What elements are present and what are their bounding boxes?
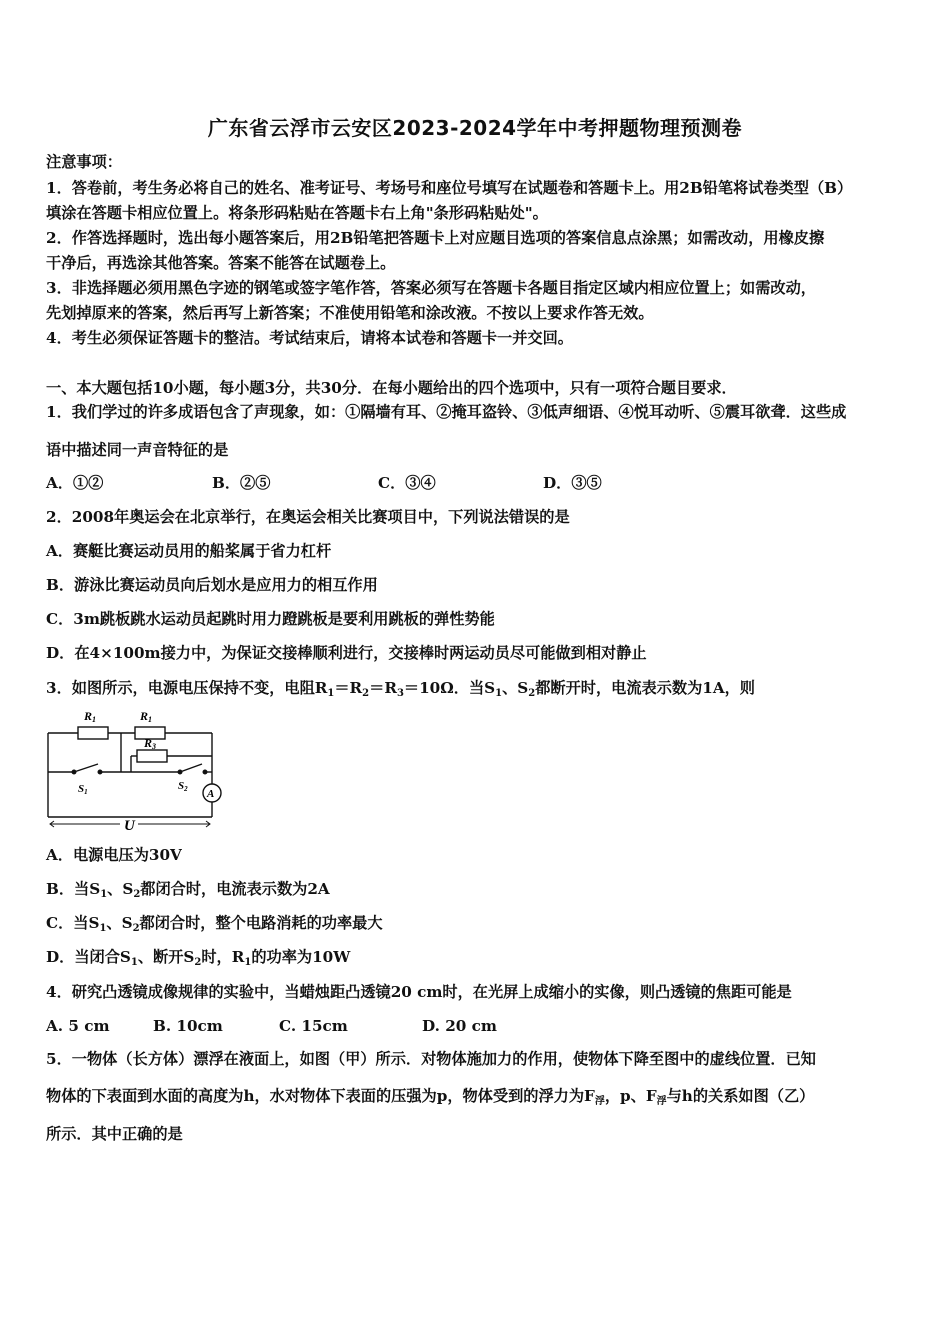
notice-line: 填涂在答题卡相应位置上。将条形码粘贴在答题卡右上角"条形码粘贴处"。 bbox=[46, 204, 548, 222]
question-3-option-b: B．当$S_1$、$S_2$都闭合时，电流表示数为2A bbox=[46, 880, 330, 900]
r3-label: R bbox=[144, 736, 153, 750]
svg-text:S2: S2 bbox=[178, 780, 188, 793]
s1-label: S bbox=[78, 783, 85, 795]
page-title: 广东省云浮市云安区2023-2024学年中考押题物理预测卷 bbox=[207, 116, 743, 140]
ammeter-label: A bbox=[207, 788, 215, 800]
question-2-option-a: A．赛艇比赛运动员用的船桨属于省力杠杆 bbox=[46, 542, 332, 560]
question-1-option-b: B．②⑤ bbox=[212, 474, 271, 492]
question-5-stem: 所示．其中正确的是 bbox=[46, 1125, 183, 1143]
question-5-stem: 物体的下表面到水面的高度为h，水对物体下表面的压强为p，物体受到的浮力为$F_浮$，p、$F_浮$与h的关系如图（乙） bbox=[46, 1087, 815, 1107]
question-4-option-c: C. 15cm bbox=[279, 1017, 348, 1035]
r1-label: R bbox=[84, 709, 93, 723]
question-2-stem: 2．2008年奥运会在北京举行，在奥运会相关比赛项目中，下列说法错误的是 bbox=[46, 508, 570, 526]
section-heading: 一、本大题包括10小题，每小题3分，共30分．在每小题给出的四个选项中，只有一项符合题目要求． bbox=[46, 379, 737, 397]
notice-line: 1．答卷前，考生务必将自己的姓名、准考证号、考场号和座位号填写在试题卷和答题卡上。用2B铅笔将试卷类型（B） bbox=[46, 179, 853, 197]
s2-label: S bbox=[178, 780, 185, 792]
question-3-option-a: A．电源电压为30V bbox=[46, 846, 182, 864]
resistor-r3 bbox=[137, 750, 167, 762]
question-5-stem: 5．一物体（长方体）漂浮在液面上，如图（甲）所示．对物体施加力的作用，使物体下降至图中的虚线位置．已知 bbox=[46, 1050, 816, 1068]
resistor-r1 bbox=[78, 727, 108, 739]
notice-line: 4．考生必须保证答题卡的整洁。考试结束后，请将本试卷和答题卡一并交回。 bbox=[46, 329, 573, 347]
svg-text:R3: R3 bbox=[144, 736, 157, 751]
question-3-stem: 3．如图所示，电源电压保持不变，电阻$R_1=R_2=R_3=10\Omega$．当$S_1$、$S_2$都断开时，电流表示数为1A，则 bbox=[46, 679, 755, 699]
question-3-option-d: D．当闭合$S_1$、断开$S_2$时，$R_1$的功率为10W bbox=[46, 948, 351, 968]
question-4-option-d: D. 20 cm bbox=[422, 1017, 497, 1035]
notice-line: 2．作答选择题时，选出每小题答案后，用2B铅笔把答题卡上对应题目选项的答案信息点涂黑；如需改动，用橡皮擦 bbox=[46, 229, 825, 247]
svg-text:S1: S1 bbox=[78, 783, 88, 796]
notice-line: 3．非选择题必须用黑色字迹的钢笔或签字笔作答，答案必须写在答题卡各题目指定区域内相应位置上；如需改动， bbox=[46, 279, 816, 297]
question-1-option-c: C．③④ bbox=[378, 474, 436, 492]
r2-label: R bbox=[140, 709, 149, 723]
question-2-option-d: D．在4×100m接力中，为保证交接棒顺利进行，交接棒时两运动员尽可能做到相对静止 bbox=[46, 644, 647, 662]
svg-text:R1: R1 bbox=[84, 709, 97, 724]
question-1-option-a: A．①② bbox=[46, 474, 104, 492]
notice-heading: 注意事项： bbox=[46, 153, 122, 171]
question-1-stem: 1．我们学过的许多成语包含了声现象，如：①隔墙有耳、②掩耳盗铃、③低声细语、④悦耳动听、⑤震耳欲聋．这些成 bbox=[46, 403, 847, 421]
notice-line: 干净后，再选涂其他答案。答案不能答在试题卷上。 bbox=[46, 254, 396, 272]
question-4-option-a: A. 5 cm bbox=[46, 1017, 110, 1035]
circuit-diagram bbox=[40, 700, 240, 834]
question-1-stem: 语中描述同一声音特征的是 bbox=[46, 441, 229, 459]
switch-s1 bbox=[74, 764, 98, 772]
svg-text:R1: R1 bbox=[140, 709, 153, 724]
question-1-option-d: D．③⑤ bbox=[543, 474, 602, 492]
question-4-stem: 4．研究凸透镜成像规律的实验中，当蜡烛距凸透镜20 cm时，在光屏上成缩小的实像，则凸透镜的焦距可能是 bbox=[46, 983, 792, 1001]
question-2-option-b: B．游泳比赛运动员向后划水是应用力的相互作用 bbox=[46, 576, 378, 594]
question-4-option-b: B. 10cm bbox=[153, 1017, 223, 1035]
question-3-option-c: C．当$S_1$、$S_2$都闭合时，整个电路消耗的功率最大 bbox=[46, 914, 383, 934]
question-2-option-c: C．3m跳板跳水运动员起跳时用力蹬跳板是要利用跳板的弹性势能 bbox=[46, 610, 495, 628]
notice-line: 先划掉原来的答案，然后再写上新答案；不准使用铅笔和涂改液。不按以上要求作答无效。 bbox=[46, 304, 654, 322]
voltage-label: U bbox=[124, 818, 135, 834]
switch-s2 bbox=[180, 764, 202, 772]
